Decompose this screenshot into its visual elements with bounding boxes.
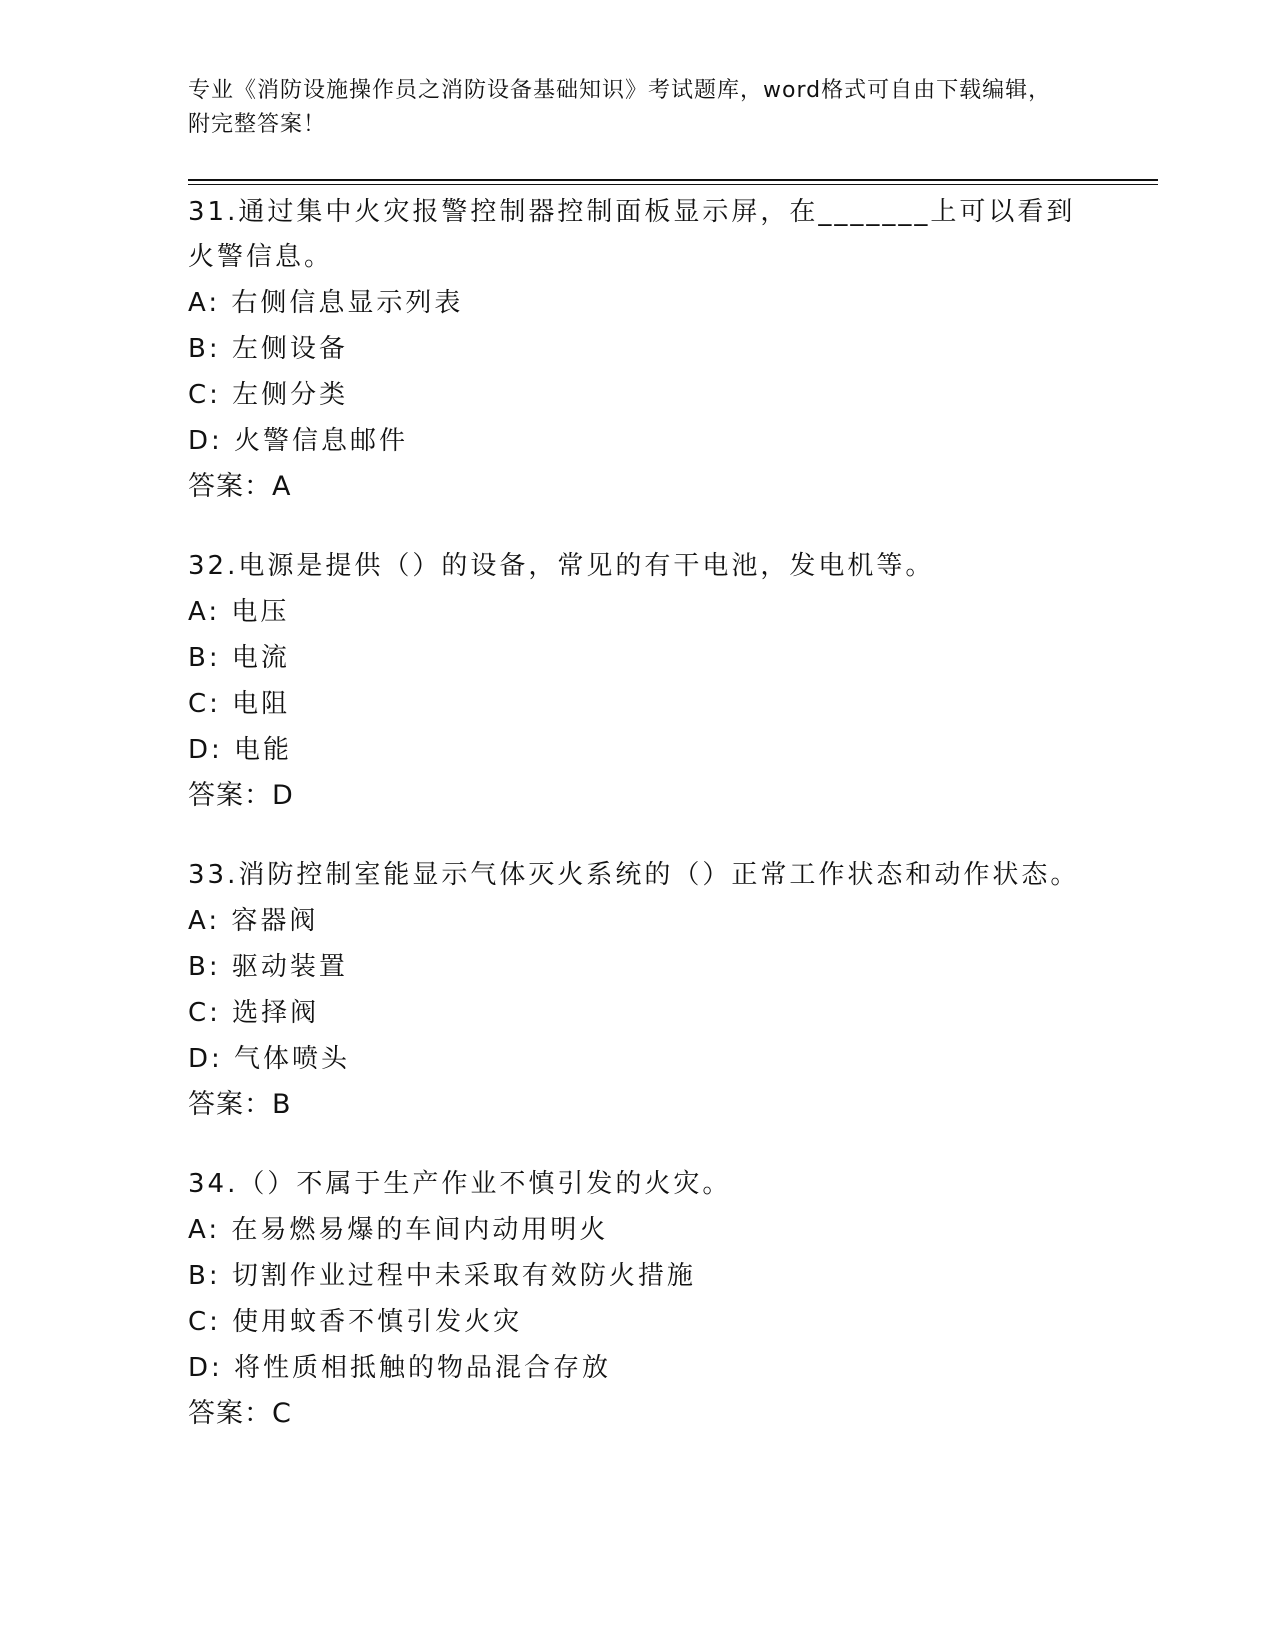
- option-d: D: 将性质相抵触的物品混合存放: [188, 1353, 612, 1383]
- header-divider-thin: [188, 184, 1158, 185]
- answer-line: 答案：A: [188, 471, 292, 502]
- question-stem: 34.（）不属于生产作业不慎引发的火灾。: [188, 1169, 732, 1199]
- option-b: B: 左侧设备: [188, 334, 348, 364]
- option-a: A: 在易燃易爆的车间内动用明火: [188, 1215, 609, 1245]
- option-a: A: 右侧信息显示列表: [188, 288, 464, 318]
- question-list: [188, 190, 1088, 1471]
- option-d: D: 气体喷头: [188, 1044, 351, 1074]
- answer-line: 答案：B: [188, 1089, 292, 1120]
- option-b: B: 电流: [188, 643, 290, 673]
- option-c: C: 使用蚊香不慎引发火灾: [188, 1307, 523, 1337]
- document-header: 专业《消防设施操作员之消防设备基础知识》考试题库，word格式可自由下载编辑，附完整答案！: [188, 78, 1052, 137]
- option-d: D: 火警信息邮件: [188, 426, 409, 456]
- answer-line: 答案：C: [188, 1398, 292, 1429]
- option-c: C: 左侧分类: [188, 380, 349, 410]
- option-c: C: 选择阀: [188, 998, 320, 1028]
- question-stem: 32.电源是提供（）的设备，常见的有干电池，发电机等。: [188, 551, 935, 581]
- header-divider-thick: [188, 179, 1158, 181]
- question-stem: 31.通过集中火灾报警控制器控制面板显示屏，在_______上可以看到火警信息。: [188, 197, 1076, 272]
- option-a: A: 容器阀: [188, 906, 319, 936]
- question-33: [188, 853, 1088, 1128]
- option-b: B: 切割作业过程中未采取有效防火措施: [188, 1261, 696, 1291]
- question-31: [188, 190, 1088, 510]
- question-34: [188, 1162, 1088, 1437]
- question-stem: 33.消防控制室能显示气体灭火系统的（）正常工作状态和动作状态。: [188, 860, 1080, 890]
- option-b: B: 驱动装置: [188, 952, 348, 982]
- answer-line: 答案：D: [188, 780, 294, 811]
- question-32: [188, 544, 1088, 819]
- option-c: C: 电阻: [188, 689, 291, 719]
- option-d: D: 电能: [188, 735, 293, 765]
- option-a: A: 电压: [188, 597, 290, 627]
